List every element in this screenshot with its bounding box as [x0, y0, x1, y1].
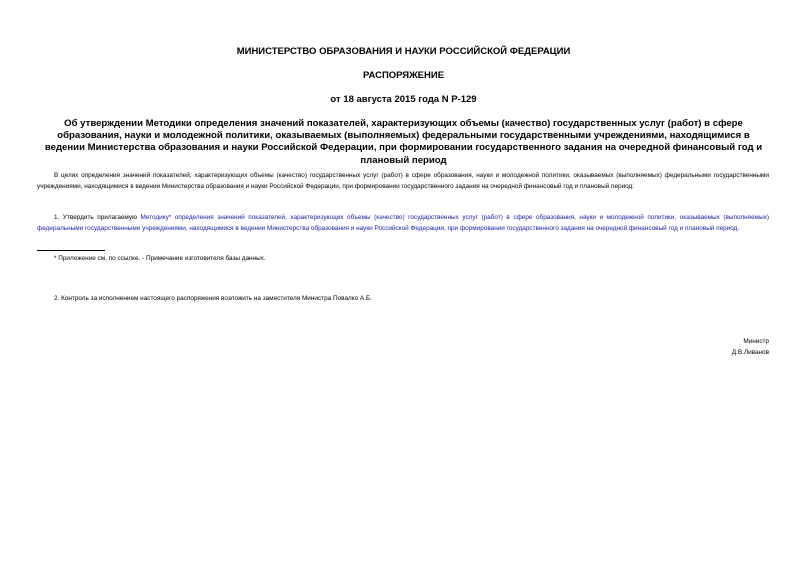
signature-name: Д.В.Ливанов [731, 349, 769, 356]
document-type: РАСПОРЯЖЕНИЕ [362, 70, 445, 81]
preamble-paragraph: В целях определения значений показателей, характеризующих объемы (качество) государственных услуг (работ) в сфере образования, науки и молодежной политики, оказываемых (выполняемых) федеральными государственными учреждениями, находящимися в ведении Министерства образования и науки Российской Федерации, при формировании государственного задания на очередной финансовый год и плановый период: [37, 172, 769, 190]
item-2-paragraph: 2. Контроль за исполнением настоящего распоряжения возложить на заместителя Министра Повалко А.Б. [54, 295, 372, 302]
ministry-heading: МИНИСТЕРСТВО ОБРАЗОВАНИЯ И НАУКИ РОССИЙСКОЙ ФЕДЕРАЦИИ [236, 46, 571, 57]
footnote-text: * Приложение см. по ссылке. - Примечание изготовителя базы данных. [54, 255, 266, 262]
document-date-number: от 18 августа 2015 года N Р-129 [330, 94, 477, 105]
item-1-paragraph [37, 213, 769, 234]
signature-position: Министр [743, 338, 769, 345]
footnote-separator [37, 250, 105, 251]
methodology-link[interactable]: Методику* определения значений показателей, характеризующих объемы (качество) государственных услуг (работ) в сфере образования, науки и молодежной политики, оказываемых (выполняемых) федеральными государственными учреждениями, находящимися в ведении Министерства образования и науки Российской Федерации, при формировании государственного задания на очередной финансовый год и плановый период. [37, 214, 769, 232]
document-title: Об утверждении Методики определения значений показателей, характеризующих объемы (качество) государственных услуг (работ) в сфере образования, науки и молодежной политики, оказываемых (выполняемых) федеральными государственными учреждениями, находящимися в ведении Министерства образования и науки Российской Федерации, при формировании государственного задания на очередной финансовый год и плановый период [44, 118, 763, 166]
item-1-prefix: 1. Утвердить прилагаемую [54, 214, 141, 221]
